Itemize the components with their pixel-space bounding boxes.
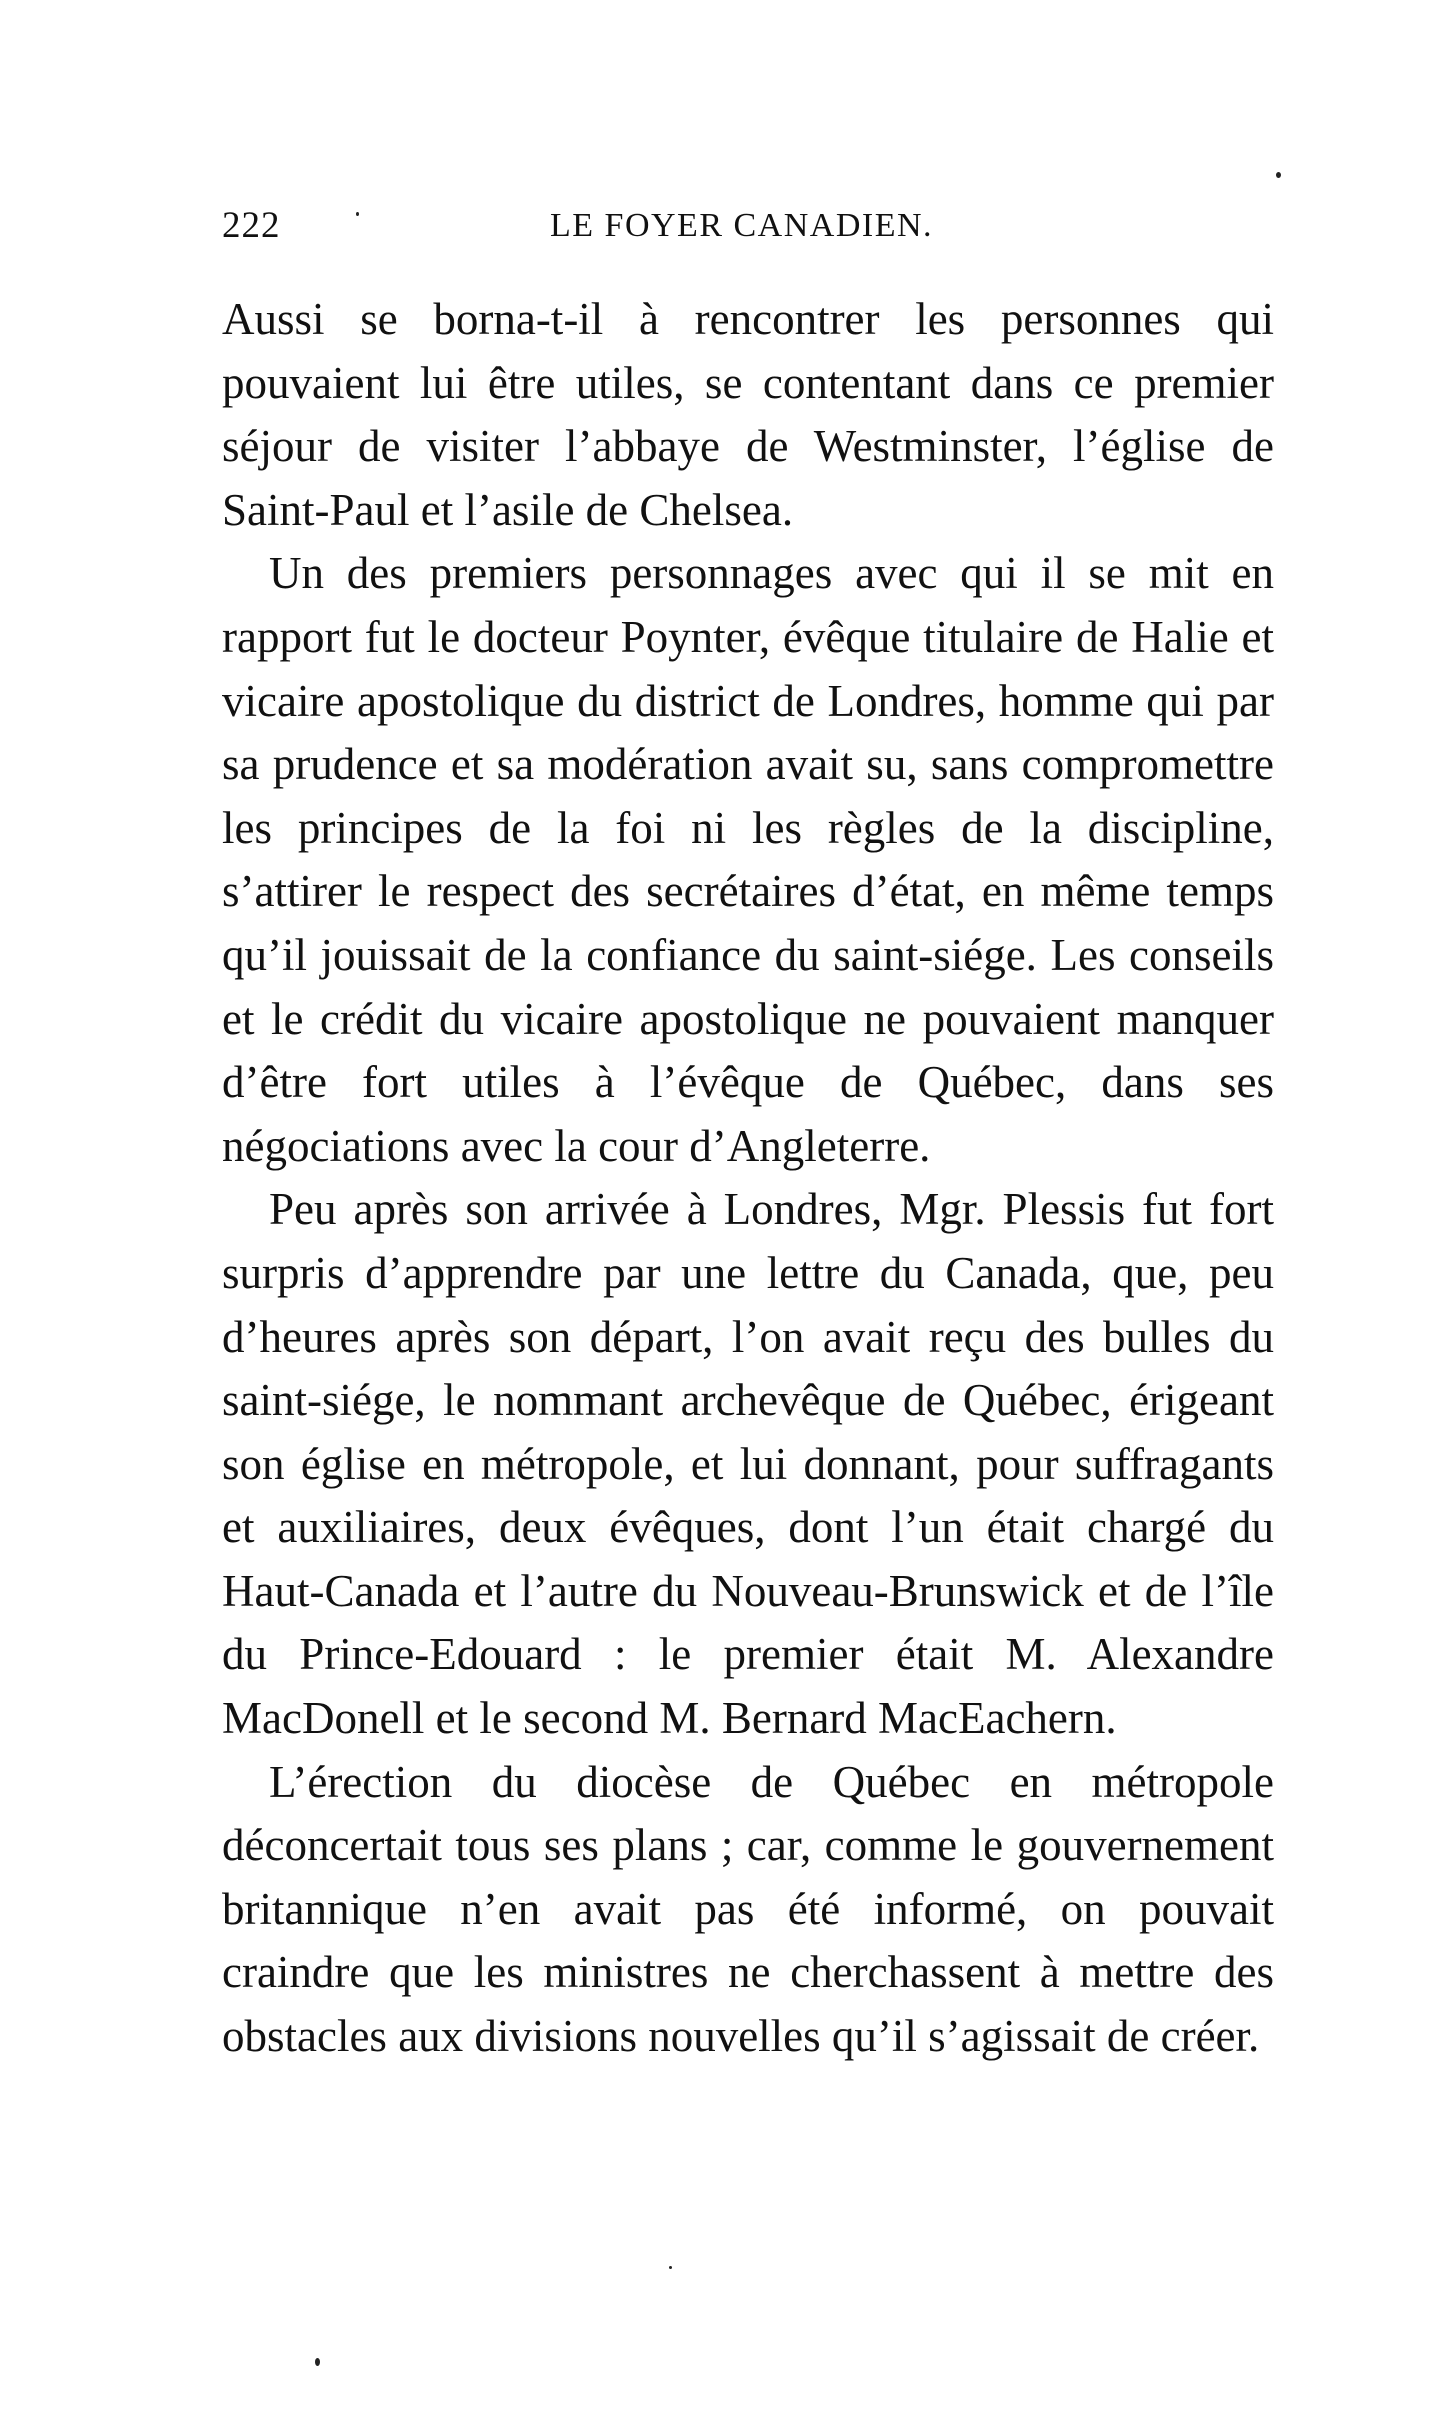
paragraph-4: L’érection du diocèse de Québec en métropole déconcertait tous ses plans ; car, comme le gouvernement britannique n’en avait pas été informé, on pouvait craindre que les ministres ne cherchassent à mettre des obstacles aux divisions nouvelles qu’il s’agissait de créer.	[222, 1756, 1274, 2062]
print-speck	[315, 2358, 320, 2366]
print-speck	[1276, 172, 1281, 178]
body-text	[222, 288, 1274, 2069]
paragraph-2: Un des premiers personnages avec qui il se mit en rapport fut le docteur Poynter, évêque titulaire de Halie et vicaire apostolique du district de Londres, homme qui par sa prudence et sa modération avait su, sans compromettre les principes de la foi ni les règles de la discipline, s’attirer le respect des secrétaires d’état, en même temps qu’il jouissait de la confiance du saint-siége. Les conseils et le crédit du vicaire apostolique ne pouvaient manquer d’être fort utiles à l’évêque de Québec, dans ses négociations avec la cour d’Angleterre.	[222, 548, 1274, 1171]
paragraph-1: Aussi se borna-t-il à rencontrer les personnes qui pouvaient lui être utiles, se contentant dans ce premier séjour de visiter l’abbaye de Westminster, l’église de Saint-Paul et l’asile de Chelsea.	[222, 294, 1274, 535]
page-header	[222, 196, 1272, 256]
page-number: 222	[222, 205, 281, 246]
running-title: LE FOYER CANADIEN.	[550, 207, 934, 244]
print-speck	[356, 212, 359, 216]
paragraph-3: Peu après son arrivée à Londres, Mgr. Plessis fut fort surpris d’apprendre par une lettre du Canada, que, peu d’heures après son départ, l’on avait reçu des bulles du saint-siége, le nommant archevêque de Québec, érigeant son église en métropole, et lui donnant, pour suffragants et auxiliaires, deux évêques, dont l’un était chargé du Haut-Canada et l’autre du Nouveau-Brunswick et de l’île du Prince-Edouard : le premier était M. Alexandre MacDonell et le second M. Bernard MacEachern.	[222, 1184, 1274, 1744]
print-speck	[669, 2266, 672, 2269]
